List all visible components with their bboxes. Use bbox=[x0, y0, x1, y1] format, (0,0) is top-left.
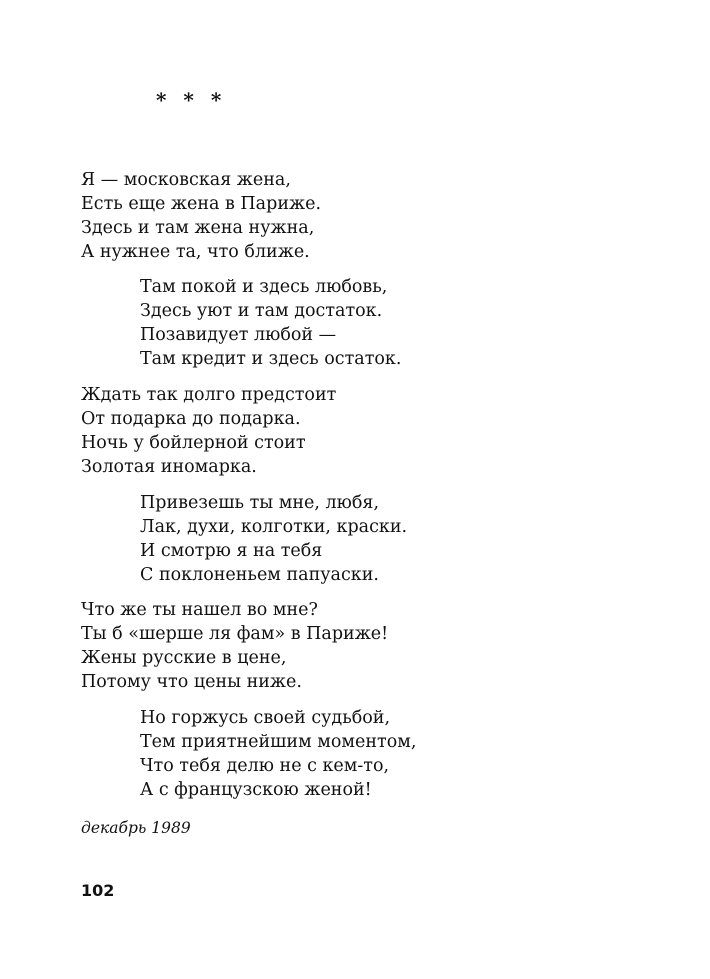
poem-line: От подарка до подарка. bbox=[81, 409, 301, 429]
section-ornament: * * * bbox=[156, 88, 227, 112]
poem-line: Но горжусь своей судьбой, bbox=[140, 708, 391, 728]
stanza-1 bbox=[81, 168, 321, 264]
poem-line: Тем приятнейшим моментом, bbox=[140, 732, 417, 752]
page-number: 102 bbox=[81, 881, 115, 900]
stanza-4 bbox=[140, 491, 407, 587]
poem-line: Там покой и здесь любовь, bbox=[140, 277, 388, 297]
poem-line: Здесь и там жена нужна, bbox=[81, 218, 315, 238]
poem-line: Что же ты нашел во мне? bbox=[81, 600, 318, 620]
poem-line: А нужнее та, что ближе. bbox=[81, 242, 310, 262]
poem-line: Ждать так долго предстоит bbox=[81, 385, 337, 405]
poem-line: С поклоненьем папуаски. bbox=[140, 565, 379, 585]
poem-line: Позавидует любой — bbox=[140, 325, 337, 345]
poem-line: Ночь у бойлерной стоит bbox=[81, 433, 306, 453]
poem-line: Есть еще жена в Париже. bbox=[81, 194, 322, 214]
poem-line: Золотая иномарка. bbox=[81, 457, 257, 477]
poem-line: Я — московская жена, bbox=[81, 170, 291, 190]
poem-line: Привезешь ты мне, любя, bbox=[140, 493, 380, 513]
stanza-5 bbox=[81, 598, 388, 694]
stanza-6 bbox=[140, 706, 416, 802]
stanza-3 bbox=[81, 383, 336, 479]
stanza-2 bbox=[140, 275, 401, 371]
poem-line: А с французскою женой! bbox=[140, 780, 372, 800]
poem-line: Потому что цены ниже. bbox=[81, 672, 302, 692]
poem-line: Жены русские в цене, bbox=[81, 648, 287, 668]
poem-line: Ты б «шерше ля фам» в Париже! bbox=[81, 624, 389, 644]
poem-line: Здесь уют и там достаток. bbox=[140, 301, 383, 321]
poem-line: Лак, духи, колготки, краски. bbox=[140, 517, 408, 537]
poem-line: И смотрю я на тебя bbox=[140, 541, 323, 561]
poem-line: Что тебя делю не с кем-то, bbox=[140, 756, 390, 776]
poem-line: Там кредит и здесь остаток. bbox=[140, 349, 402, 369]
poem-date: декабрь 1989 bbox=[81, 819, 191, 837]
